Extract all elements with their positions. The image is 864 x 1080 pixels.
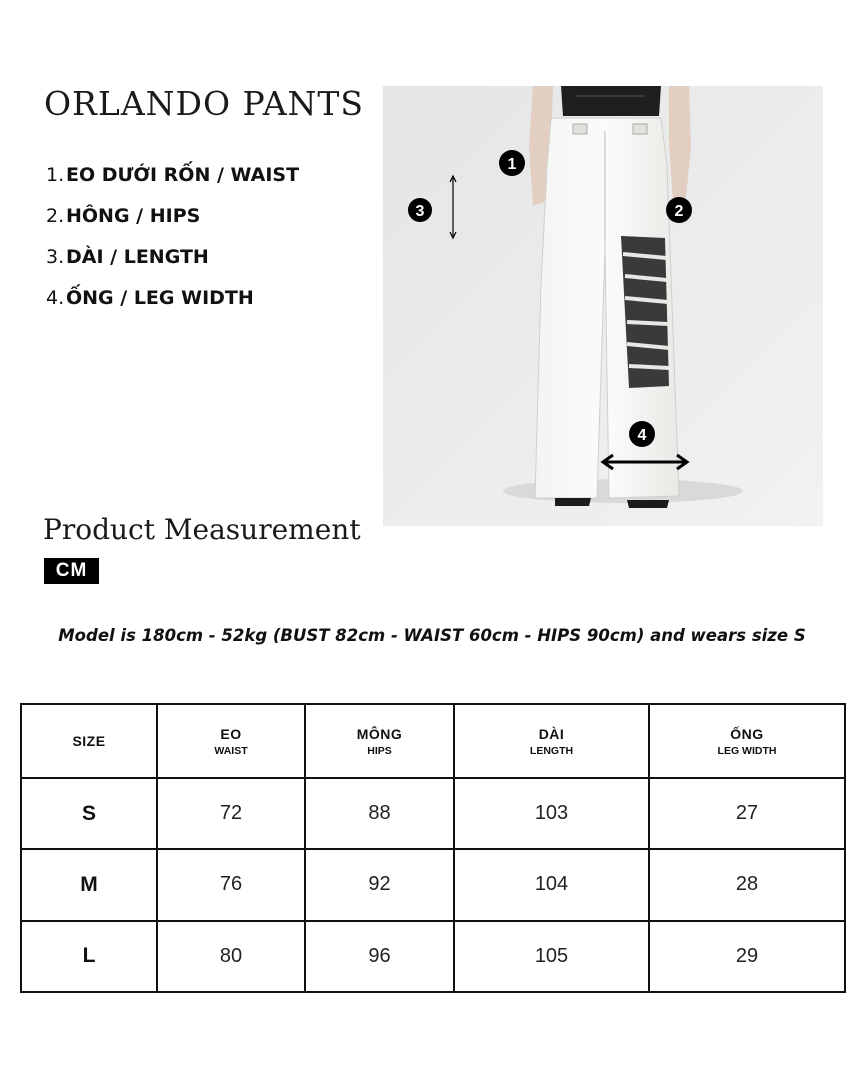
- header-waist: [157, 704, 305, 778]
- size-cell: M: [21, 849, 157, 920]
- measurement-label: DÀI / LENGTH: [66, 246, 209, 268]
- size-chart-table: [20, 703, 846, 993]
- header-length: [454, 704, 649, 778]
- measurement-item-waist: [46, 160, 299, 201]
- leg-width-cell: 29: [649, 921, 845, 992]
- measurement-label: EO DƯỚI RỐN / WAIST: [66, 164, 300, 186]
- product-photo: [383, 86, 823, 526]
- measurement-item-leg-width: [46, 283, 299, 324]
- table-row: [21, 778, 845, 849]
- measurement-label: HÔNG / HIPS: [66, 205, 201, 227]
- marker-label: 3: [415, 203, 425, 220]
- length-cell: 104: [454, 849, 649, 920]
- table-row: [21, 921, 845, 992]
- measurement-number: 4.: [46, 287, 65, 309]
- section-title: Product Measurement: [43, 513, 361, 546]
- waist-cell: 80: [157, 921, 305, 992]
- header-main: EO: [220, 725, 242, 742]
- product-title: ORLANDO PANTS: [44, 84, 365, 123]
- measurement-number: 2.: [46, 205, 65, 227]
- header-main: SIZE: [72, 733, 106, 749]
- header-sub: WAIST: [214, 744, 248, 757]
- length-cell: 103: [454, 778, 649, 849]
- hips-cell: 92: [305, 849, 454, 920]
- marker-label: 2: [674, 203, 684, 220]
- header-main: MÔNG: [356, 725, 403, 742]
- marker-label: 4: [637, 427, 647, 444]
- hips-cell: 96: [305, 921, 454, 992]
- header-sub: HIPS: [367, 744, 392, 757]
- marker-label: 1: [507, 156, 517, 173]
- unit-badge: CM: [44, 558, 99, 584]
- size-cell: L: [21, 921, 157, 992]
- waist-cell: 72: [157, 778, 305, 849]
- header-leg-width: [649, 704, 845, 778]
- waist-cell: 76: [157, 849, 305, 920]
- model-top: [561, 86, 661, 116]
- header-main: DÀI: [538, 725, 565, 742]
- model-info: Model is 180cm - 52kg (BUST 82cm - WAIST 60cm - HIPS 90cm) and wears size S: [58, 626, 806, 645]
- table-header-row: [21, 704, 845, 778]
- header-hips: [305, 704, 454, 778]
- hips-cell: 88: [305, 778, 454, 849]
- table-row: [21, 849, 845, 920]
- length-cell: 105: [454, 921, 649, 992]
- measurement-item-length: [46, 242, 299, 283]
- leg-width-cell: 27: [649, 778, 845, 849]
- measurement-number: 1.: [46, 164, 65, 186]
- leg-width-cell: 28: [649, 849, 845, 920]
- measurement-item-hips: [46, 201, 299, 242]
- measurement-number: 3.: [46, 246, 65, 268]
- header-sub: LENGTH: [529, 744, 574, 757]
- measurement-list: [46, 160, 299, 324]
- header-sub: LEG WIDTH: [717, 744, 777, 757]
- header-main: ỐNG: [730, 725, 764, 742]
- header-size: [21, 704, 157, 778]
- size-cell: S: [21, 778, 157, 849]
- measurement-label: ỐNG / LEG WIDTH: [66, 287, 254, 309]
